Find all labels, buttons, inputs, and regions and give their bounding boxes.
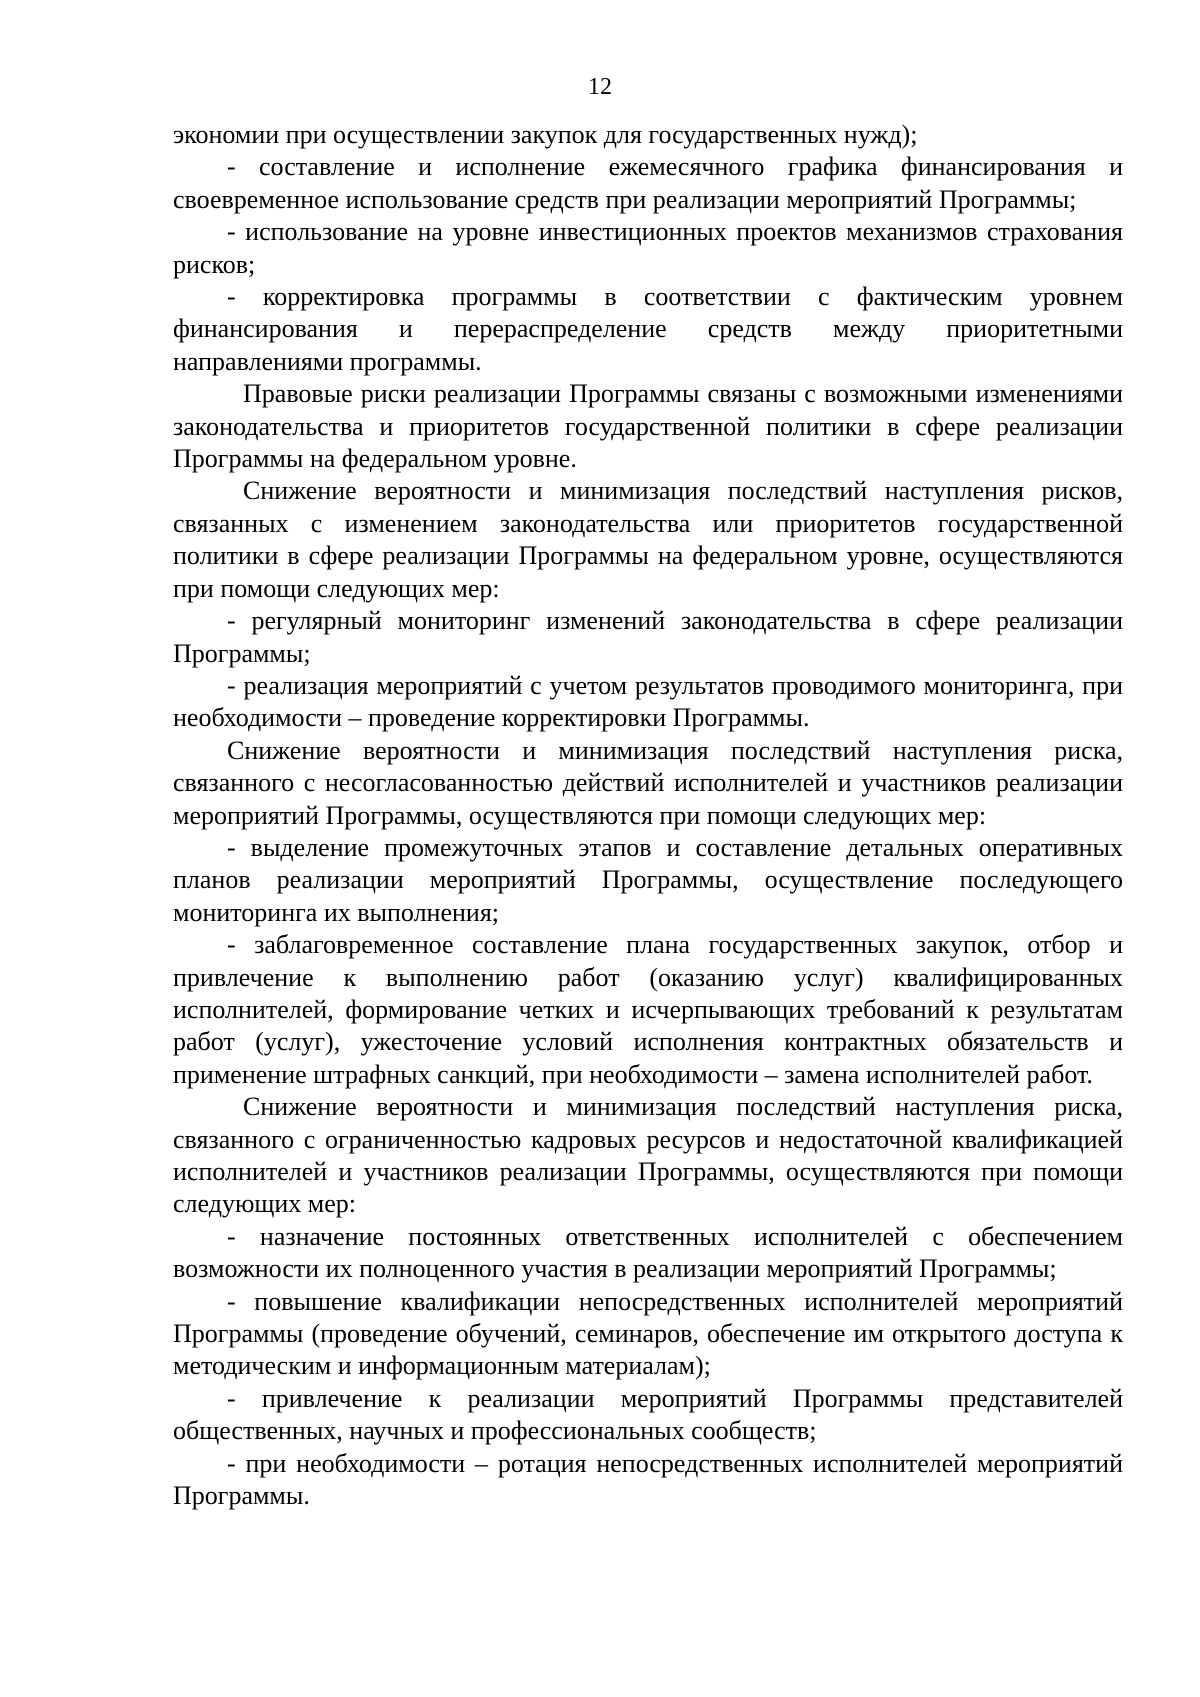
paragraph: Снижение вероятности и минимизация последствий наступления риска, связанного с несогласованностью действий исполнителей и участников реализации мероприятий Программы, осуществляются при помощи следующих мер: (173, 735, 1123, 830)
list-item: - привлечение к реализации мероприятий Программы представителей общественных, научных и профессиональных сообществ; (173, 1383, 1123, 1446)
list-item: - заблаговременное составление плана государственных закупок, отбор и привлечение к выполнению работ (оказанию услуг) квалифицированных исполнителей, формирование четких и исчерпывающих требований к результатам работ (услуг), ужесточение условий исполнения контрактных обязательств и применение штрафных санкций, при необходимости – замена исполнителей работ. (173, 930, 1123, 1089)
paragraph: Снижение вероятности и минимизация последствий наступления риска, связанного с ограниченностью кадровых ресурсов и недостаточной квалификацией исполнителей и участников реализации Программы, осуществляются при помощи следующих мер: (173, 1092, 1123, 1219)
page-number: 12 (588, 74, 612, 100)
paragraph: экономии при осуществлении закупок для государственных нужд); (173, 120, 918, 149)
list-item: - реализация мероприятий с учетом результатов проводимого мониторинга, при необходимости – проведение корректировки Программы. (173, 670, 1123, 733)
list-item: - использование на уровне инвестиционных проектов механизмов страхования рисков; (173, 217, 1123, 279)
list-item: - корректировка программы в соответствии с фактическим уровнем финансирования и перераспределение средств между приоритетными направлениями программы. (173, 282, 1123, 376)
list-item: - назначение постоянных ответственных исполнителей с обеспечением возможности их полноценного участия в реализации мероприятий Программы; (173, 1221, 1123, 1284)
list-item: - составление и исполнение ежемесячного графика финансирования и своевременное использование средств при реализации мероприятий Программы; (173, 152, 1123, 214)
paragraph: Правовые риски реализации Программы связаны с возможными изменениями законодательства и приоритетов государственной политики в сфере реализации Программы на федеральном уровне. (173, 379, 1123, 474)
list-item: - при необходимости – ротация непосредственных исполнителей мероприятий Программы. (173, 1448, 1123, 1511)
document-body (173, 119, 1123, 1512)
paragraph: Снижение вероятности и минимизация последствий наступления рисков, связанных с изменением законодательства или приоритетов государственной политики в сфере реализации Программы на федеральном уровне, осуществляются при помощи следующих мер: (173, 476, 1123, 603)
list-item: - повышение квалификации непосредственных исполнителей мероприятий Программы (проведение обучений, семинаров, обеспечение им открытого доступа к методическим и информационным материалам); (173, 1286, 1123, 1381)
list-item: - выделение промежуточных этапов и составление детальных оперативных планов реализации мероприятий Программы, осуществление последующего мониторинга их выполнения; (173, 832, 1123, 927)
list-item: - регулярный мониторинг изменений законодательства в сфере реализации Программы; (173, 606, 1123, 668)
